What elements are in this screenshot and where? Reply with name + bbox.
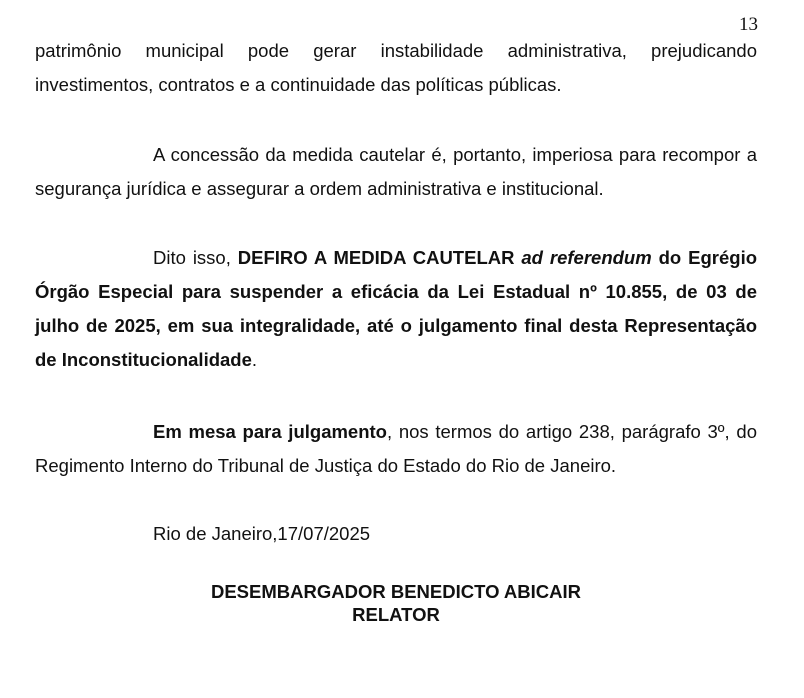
paragraph-cautelar-justification (35, 138, 757, 206)
decision-end: . (251, 349, 258, 370)
paragraph-text: A concessão da medida cautelar é, portanto, imperiosa para recompor a segurança jurídica e assegurar a ordem administrativa e institucional. (35, 144, 757, 199)
judgment-bold: Em mesa para julgamento (153, 421, 387, 442)
decision-lead: Dito isso, (153, 247, 238, 268)
paragraph-decision (35, 241, 757, 377)
page-number: 13 (739, 14, 758, 35)
decision-bold-body: do Egrégio Órgão Especial para suspender a eficácia da Lei Estadual nº 10.855, de 03 de julho de 2025, em sua integralidade, até o julgamento final desta Representação de Inconstitucionalidade (35, 247, 758, 370)
decision-bold-start: DEFIRO A MEDIDA CAUTELAR (237, 247, 522, 268)
judgment-rest: , nos termos do artigo 238, parágrafo 3º, do Regimento Interno do Tribunal de Justiça do Estado do Rio de Janeiro. (35, 421, 757, 476)
signature-block (0, 580, 792, 626)
signature-role: RELATOR (352, 604, 440, 625)
date-line: Rio de Janeiro,17/07/2025 (153, 523, 371, 544)
paragraph-text: patrimônio municipal pode gerar instabilidade administrativa, prejudicando investimentos, contratos e a continuidade das políticas públicas. (35, 40, 757, 95)
paragraph-continuation (35, 34, 757, 102)
decision-ad-referendum: ad referendum (521, 247, 652, 268)
paragraph-judgment (35, 415, 757, 483)
signature-name: DESEMBARGADOR BENEDICTO ABICAIR (210, 581, 582, 602)
